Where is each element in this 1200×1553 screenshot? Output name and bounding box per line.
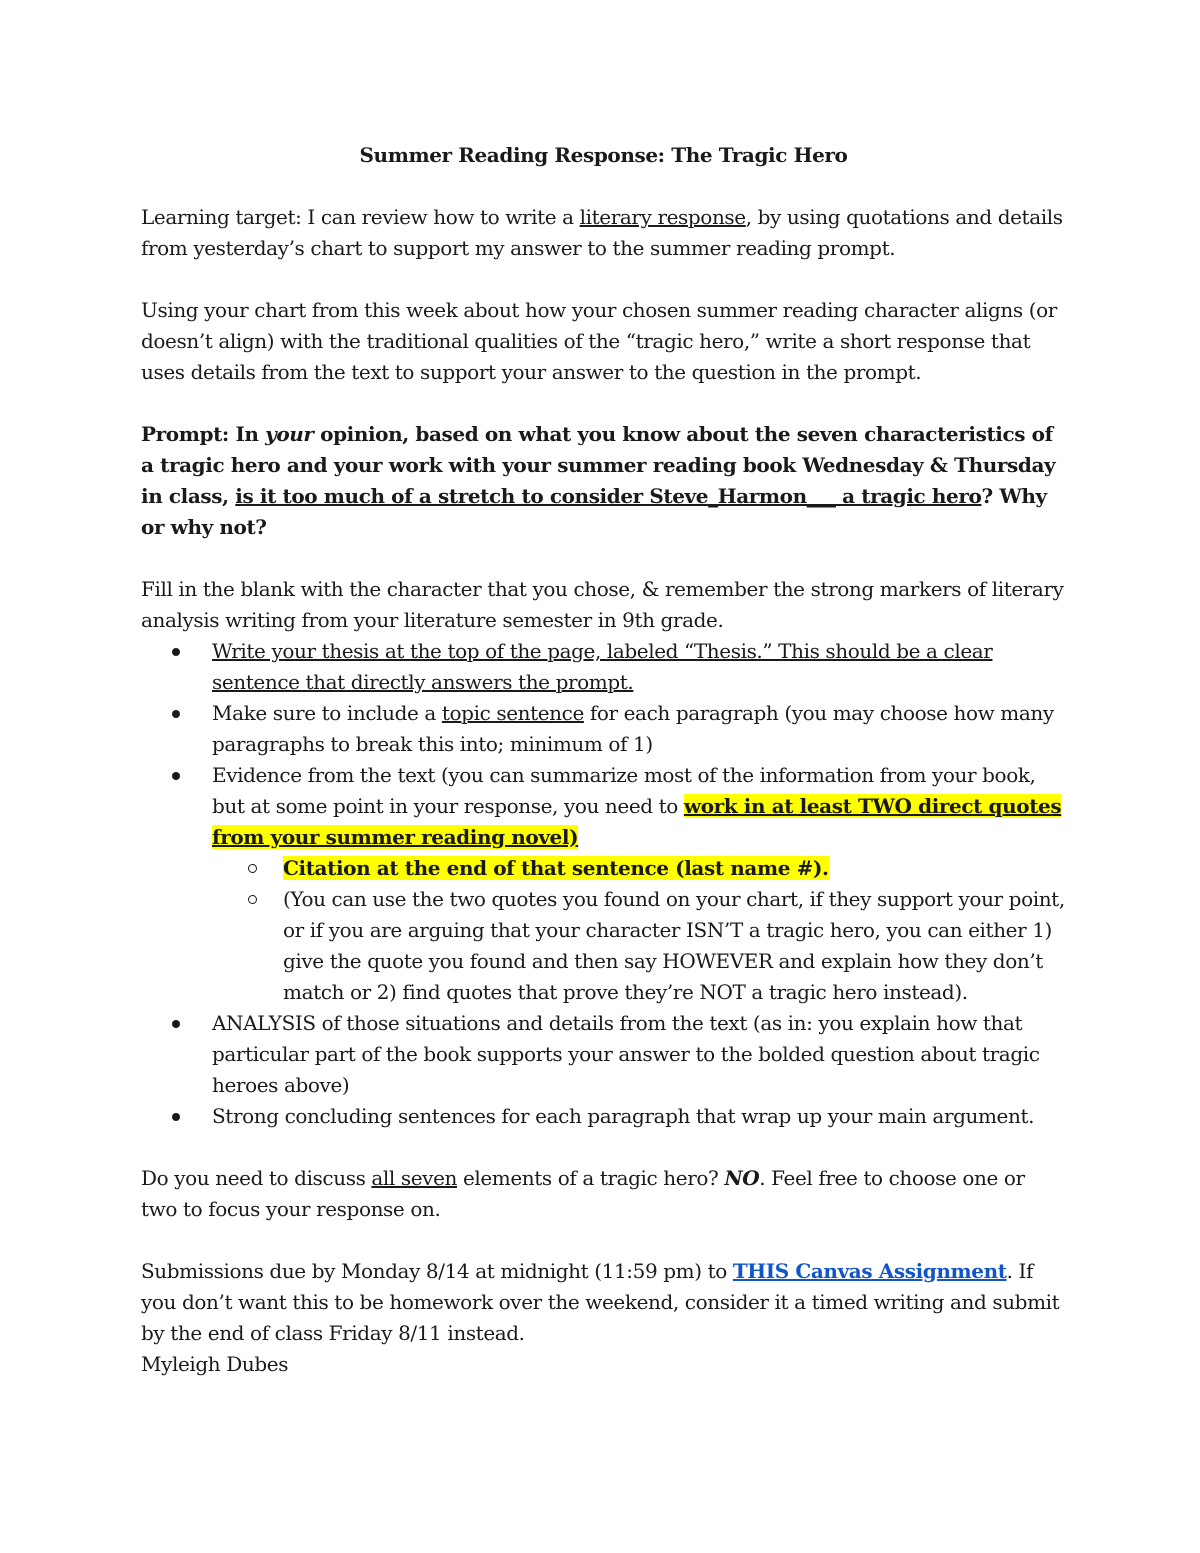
all-seven-term: all seven <box>371 1166 457 1190</box>
analysis-requirement: ANALYSIS of those situations and details from the text (as in: you explain how that particular part of the book supports your answer to the bolded question about tragic heroes above) <box>212 1011 1040 1097</box>
topic-sentence-text-end: for each paragraph (you may choose how many paragraphs to break this into; minimum of 1) <box>212 701 1054 756</box>
list-item <box>141 760 1066 1008</box>
prompt-text-b: opinion, based on what you know about the seven characteristics of a tragic hero and your work with your summer reading book Wednesday & Thursday in class, <box>141 422 1056 508</box>
evidence-highlight: work in at least TWO direct quotes from your summer reading novel) <box>212 794 1062 849</box>
bullet-icon <box>172 1113 180 1121</box>
discuss-paragraph <box>141 1163 1066 1225</box>
discuss-text: Do you need to discuss <box>141 1166 372 1190</box>
prompt-emphasis: your <box>265 422 314 446</box>
intro-paragraph: Using your chart from this week about how your chosen summer reading character aligns (or doesn’t align) with the traditional qualities of the “tragic hero,” write a short response that uses details from the text to support your answer to the question in the prompt. <box>141 298 1057 384</box>
evidence-text: Evidence from the text (you can summarize most of the information from your book, but at some point in your response, you need to <box>212 763 1036 818</box>
evidence-sublist <box>212 853 1066 1008</box>
submission-text: Submissions due by Monday 8/14 at midnight (11:59 pm) to <box>141 1259 733 1283</box>
list-item <box>141 698 1066 760</box>
bullet-icon <box>172 772 180 780</box>
list-item <box>212 884 1066 1008</box>
literary-response-term: literary response <box>579 205 746 229</box>
learning-target-text-end: , by using quotations and details from yesterday’s chart to support my answer to the summer reading prompt. <box>141 205 1063 260</box>
document-body <box>141 140 1066 1380</box>
bullet-icon <box>172 648 180 656</box>
list-item <box>141 636 1066 698</box>
circle-bullet-icon <box>248 895 257 904</box>
submission-paragraph <box>141 1256 1066 1349</box>
prompt-text-a: Prompt: In <box>141 422 266 446</box>
prompt-paragraph <box>141 419 1066 543</box>
list-item <box>141 1101 1066 1132</box>
prompt-question: is it too much of a stretch to consider Steve_Harmon___ a tragic hero <box>235 484 982 508</box>
author-name: Myleigh Dubes <box>141 1352 289 1376</box>
requirements-list <box>141 636 1066 1132</box>
learning-target <box>141 202 1066 264</box>
topic-sentence-term: topic sentence <box>441 701 584 725</box>
quote-guidance: (You can use the two quotes you found on your chart, if they support your point, or if you are arguing that your character ISN’T a tragic hero, you can either 1) give the quote you found and then say HOWEVER and explain how they don’t match or 2) find quotes that prove they’re NOT a tragic hero instead). <box>283 887 1065 1004</box>
fill-in-paragraph: Fill in the blank with the character that you chose, & remember the strong markers of literary analysis writing from your literature semester in 9th grade. <box>141 577 1064 632</box>
document-title: Summer Reading Response: The Tragic Hero <box>359 143 848 167</box>
bullet-icon <box>172 710 180 718</box>
discuss-text-end: . Feel free to choose one or two to focus your response on. <box>141 1166 1025 1221</box>
bullet-icon <box>172 1020 180 1028</box>
topic-sentence-text: Make sure to include a <box>212 701 442 725</box>
discuss-text-mid: elements of a tragic hero? <box>456 1166 725 1190</box>
thesis-requirement: Write your thesis at the top of the page, labeled “Thesis.” This should be a clear sentence that directly answers the prompt. <box>212 639 993 694</box>
list-item <box>141 1008 1066 1101</box>
no-emphasis: NO <box>724 1166 760 1190</box>
conclusion-requirement: Strong concluding sentences for each paragraph that wrap up your main argument. <box>212 1104 1035 1128</box>
canvas-assignment-link[interactable]: THIS Canvas Assignment <box>732 1259 1007 1283</box>
citation-requirement: Citation at the end of that sentence (last name #). <box>283 856 829 880</box>
list-item <box>212 853 1066 884</box>
submission-text-end: . If you don’t want this to be homework over the weekend, consider it a timed writing and submit by the end of class Friday 8/11 instead. <box>141 1259 1060 1345</box>
learning-target-text: Learning target: I can review how to write a <box>141 205 580 229</box>
circle-bullet-icon <box>248 864 257 873</box>
prompt-text-c: ? Why or why not? <box>141 484 1047 539</box>
